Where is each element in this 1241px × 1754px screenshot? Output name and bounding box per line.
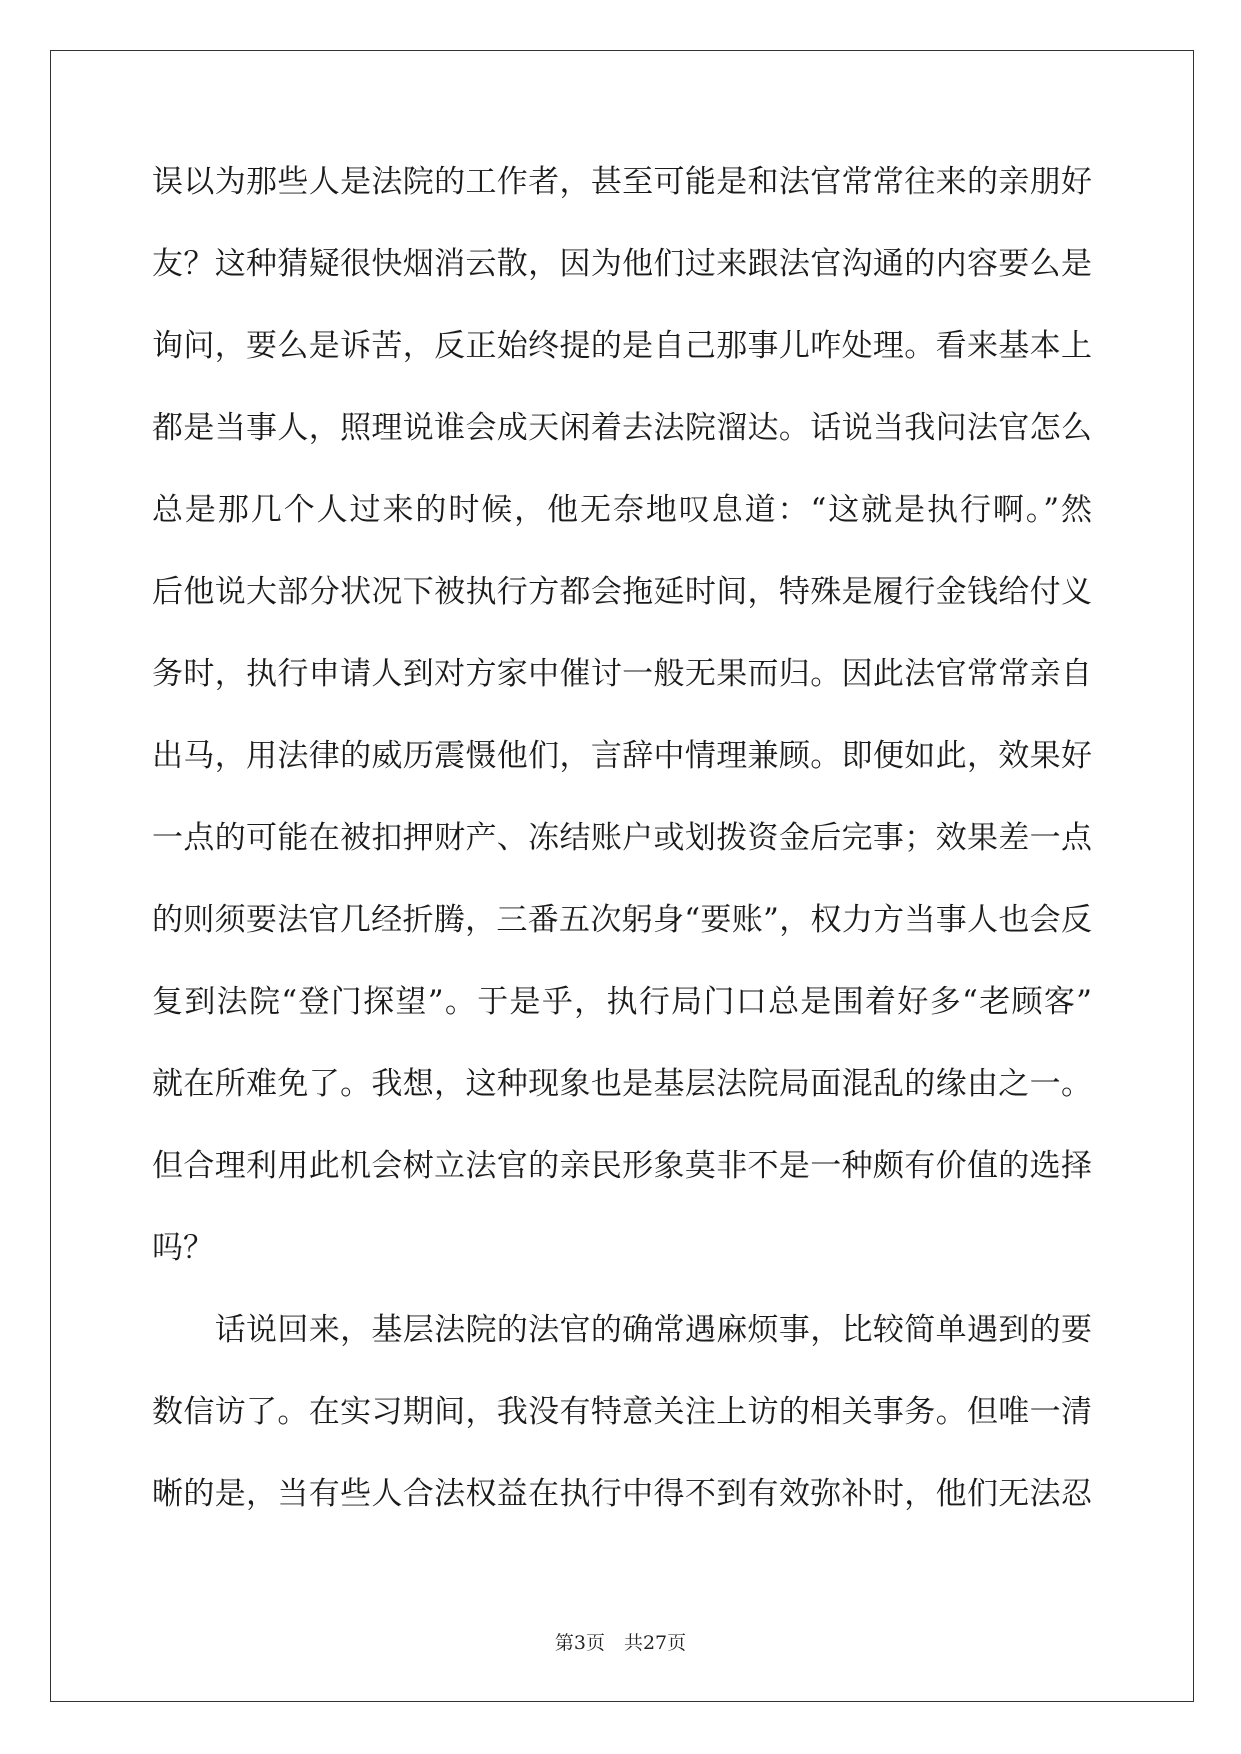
text-line: 就在所难免了。我想，这种现象也是基层法院局面混乱的缘由之一。 xyxy=(152,1066,1092,1102)
text-line: 务时，执行申请人到对方家中催讨一般无果而归。因此法官常常亲自 xyxy=(152,656,1092,692)
text-line: 吗？ xyxy=(152,1230,214,1266)
body-text xyxy=(152,156,1092,1550)
text-line: 总是那几个人过来的时候，他无奈地叹息道：“这就是执行啊。”然 xyxy=(152,492,1092,528)
text-line: 询问，要么是诉苦，反正始终提的是自己那事儿咋处理。看来基本上 xyxy=(152,328,1092,364)
text-line: 话说回来，基层法院的法官的确常遇麻烦事，比较简单遇到的要 xyxy=(152,1312,1092,1348)
text-line: 友？这种猜疑很快烟消云散，因为他们过来跟法官沟通的内容要么是 xyxy=(152,246,1092,282)
text-line: 出马，用法律的威历震慑他们，言辞中情理兼顾。即便如此，效果好 xyxy=(152,738,1092,774)
text-line: 后他说大部分状况下被执行方都会拖延时间，特殊是履行金钱给付义 xyxy=(152,574,1092,610)
text-line: 晰的是，当有些人合法权益在执行中得不到有效弥补时，他们无法忍 xyxy=(152,1476,1092,1512)
text-line: 误以为那些人是法院的工作者，甚至可能是和法官常常往来的亲朋好 xyxy=(152,164,1092,200)
text-line: 数信访了。在实习期间，我没有特意关注上访的相关事务。但唯一清 xyxy=(152,1394,1092,1430)
text-line: 都是当事人，照理说谁会成天闲着去法院溜达。话说当我问法官怎么 xyxy=(152,410,1092,446)
page-number: 第3页 共27页 xyxy=(554,1632,687,1654)
text-line: 但合理利用此机会树立法官的亲民形象莫非不是一种颇有价值的选择 xyxy=(152,1148,1092,1184)
text-line: 的则须要法官几经折腾，三番五次躬身“要账”，权力方当事人也会反 xyxy=(152,902,1092,938)
text-line: 一点的可能在被扣押财产、冻结账户或划拨资金后完事；效果差一点 xyxy=(152,820,1092,856)
text-line: 复到法院“登门探望”。于是乎，执行局门口总是围着好多“老顾客” xyxy=(152,984,1092,1020)
